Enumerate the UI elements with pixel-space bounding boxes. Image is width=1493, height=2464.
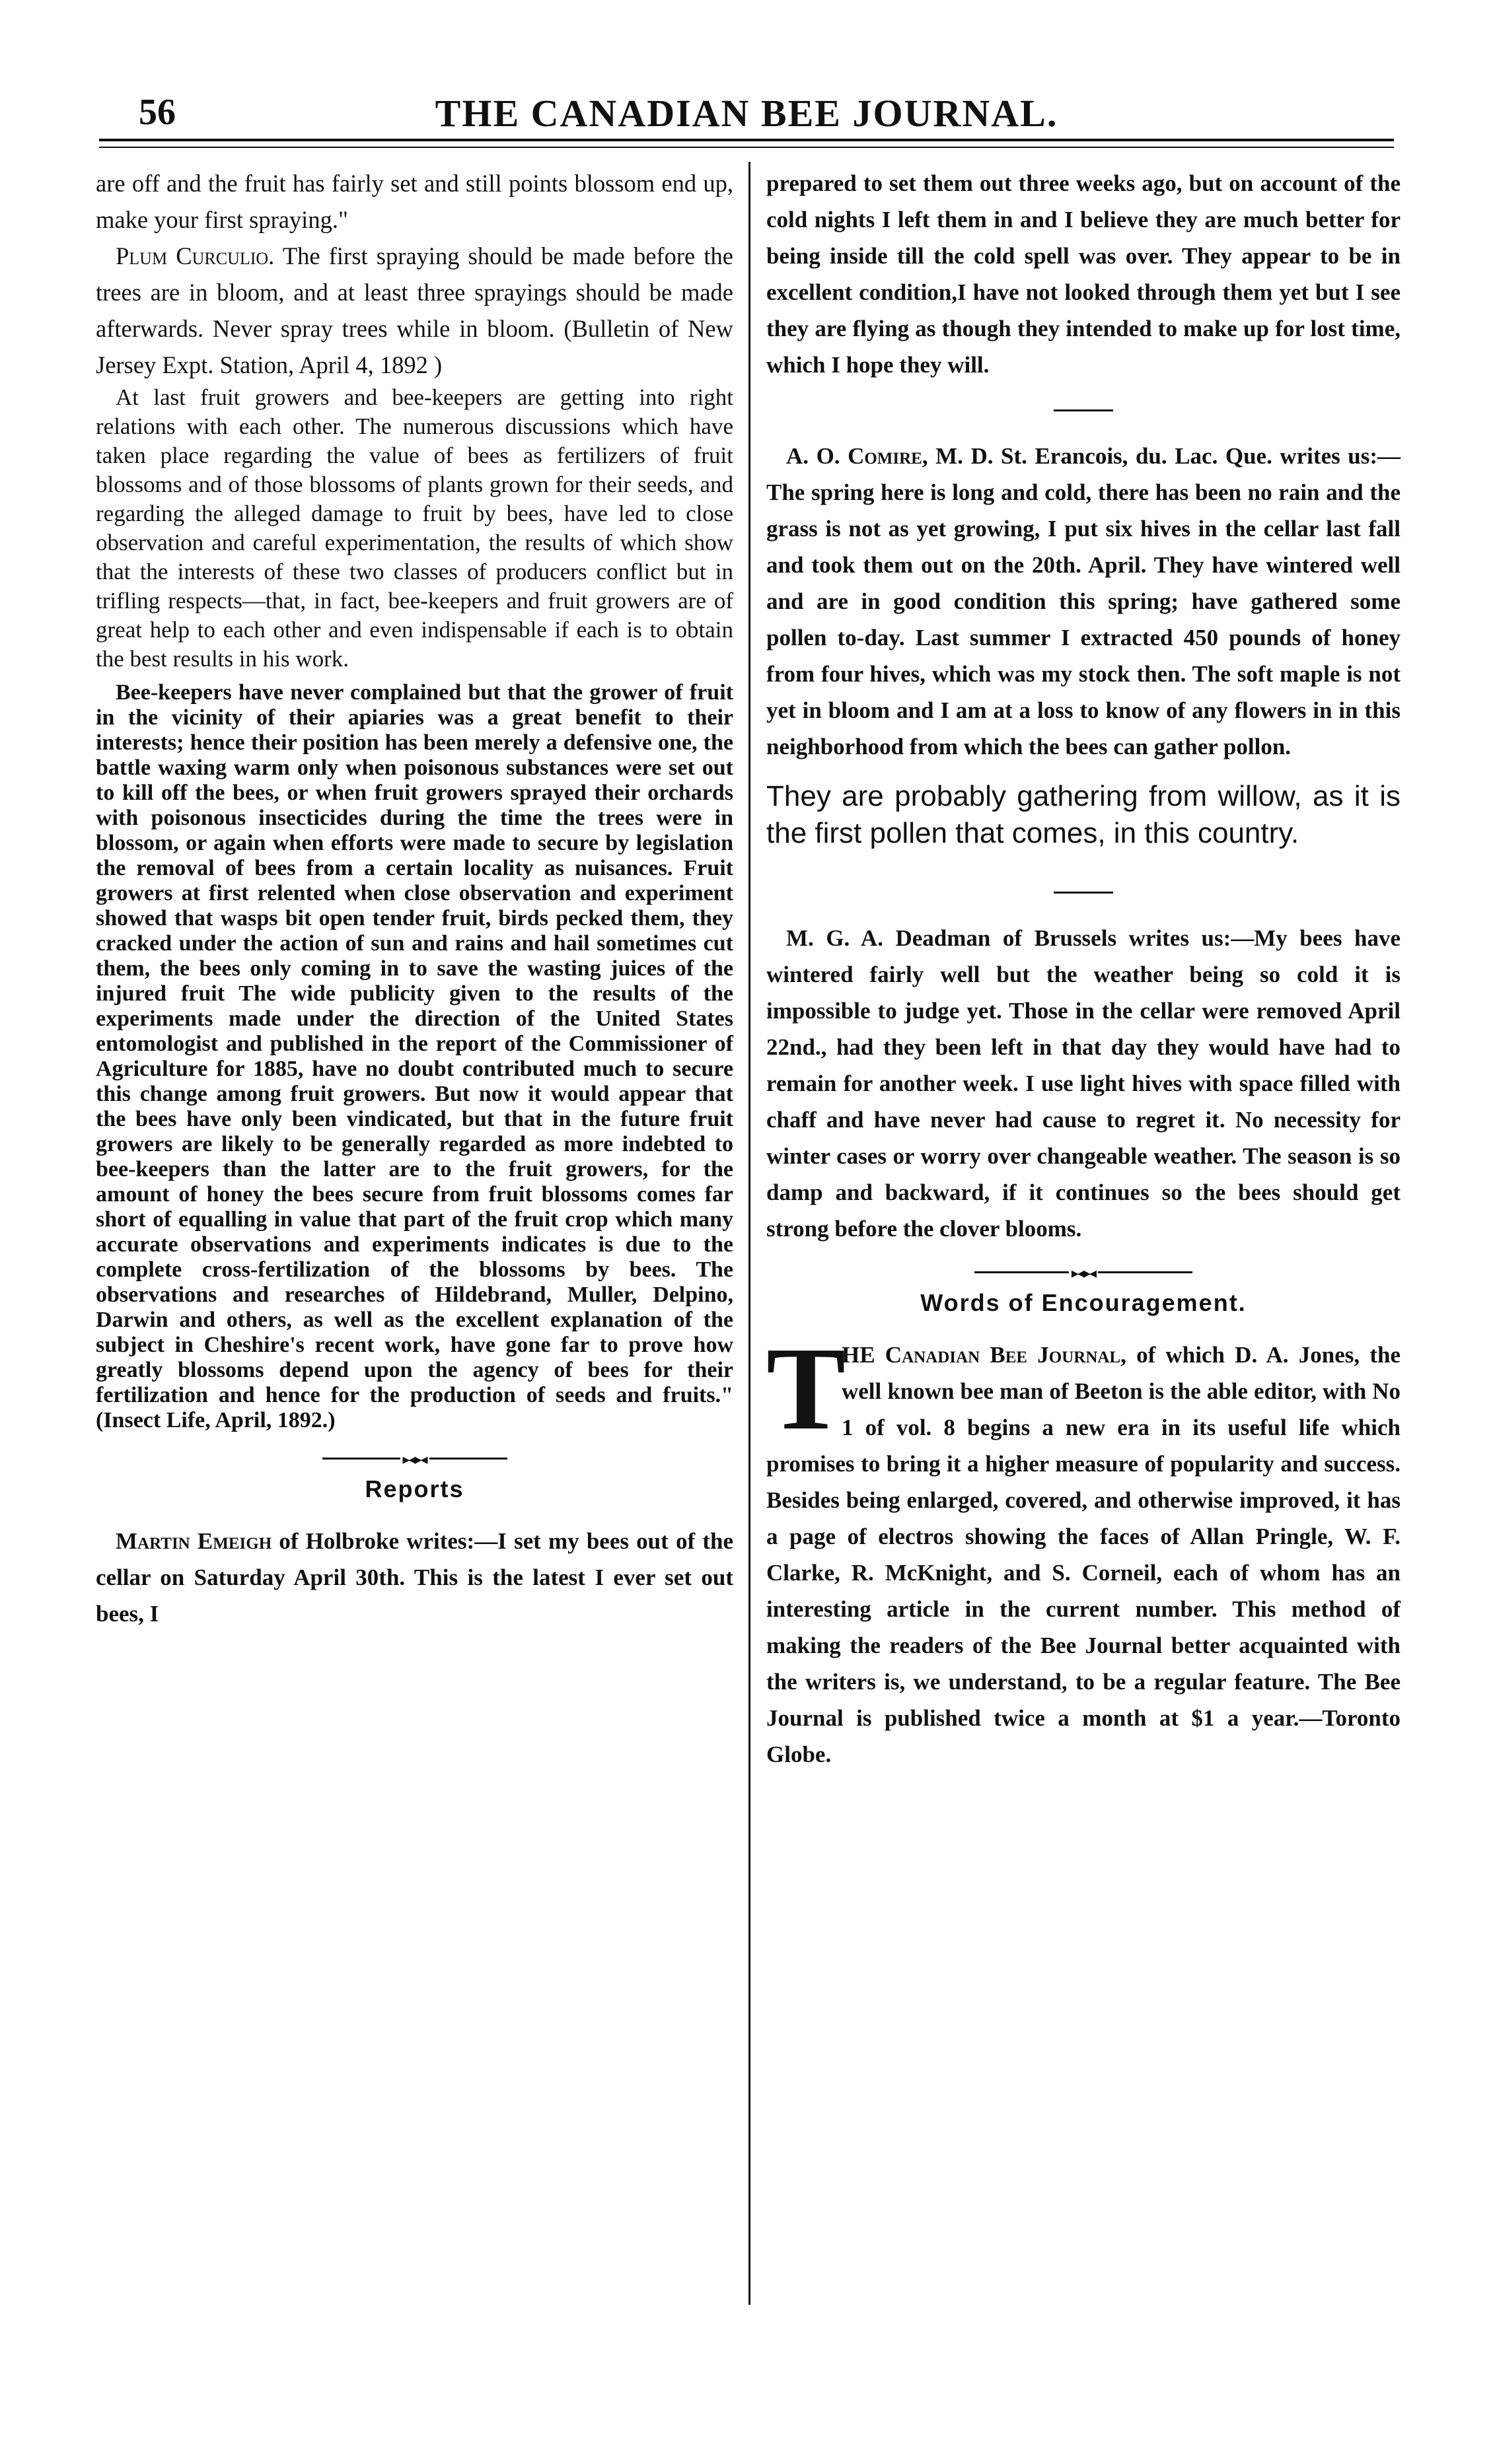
writer-name: Martin Emeigh — [116, 1528, 272, 1554]
journal-name: HE Canadian Bee Journal, — [842, 1342, 1126, 1368]
column-divider — [748, 162, 750, 2305]
left-column — [96, 165, 733, 1632]
ornament-glyphs: ▸◂▸◂ — [400, 1452, 429, 1468]
drop-cap: T — [766, 1323, 846, 1454]
paragraph-continuation: prepared to set them out three weeks ago, but on account of the cold nights I left them in and I believe they are much better for being inside till the cold spell was over. They appear to be in excellent condition,I have not looked through them yet but I see they are flying as though they intended to make up for lost time, which I hope they will. — [766, 170, 1401, 378]
header-rule-thin — [99, 147, 1394, 148]
paragraph-deadman: M. G. A. Deadman of Brussels writes us:—My bees have wintered fairly well but the weather being so cold it is impossible to judge yet. Those in the cellar were removed April 22nd., had they been left in that day they would have had to remain for another week. I use light hives with space filled with chaff and have never had cause to regret it. No necessity for winter cases or worry over changeable weather. The season is so damp and backward, if it continues so the bees should get strong before the clover blooms. — [766, 925, 1401, 1242]
paragraph-body: St. Erancois, du. Lac. Que. writes us:—The spring here is long and cold, there has been no rain and the grass is not as yet growing, I put six hives in the cellar last fall and took them out on the 20th. April. They have wintered well and are in good condition this spring; have gathered some pollen to-day. Last summer I extracted 450 pounds of honey from four hives, which was my stock then. The soft maple is not yet in bloom and I am at a loss to know of any flowers in in this neighborhood from which the bees can gather pollon. — [766, 443, 1401, 759]
article-encouragement — [766, 1323, 1401, 1773]
paragraph-encouragement — [766, 1323, 1401, 1773]
paragraph-continuation: are off and the fruit has fairly set and still points blossom end up, make your first spraying." — [96, 170, 733, 233]
paragraph-body: of which D. A. Jones, the well known bee man of Beeton is the able editor, with No 1 of vol. 8 begins a new era in its useful life which promises to bring it a higher measure of popularity and success. Besides being enlarged, covered, and otherwise improved, it has a page of electros showing the faces of Allan Pringle, W. F. Clarke, R. McKnight, and S. Corneil, each of whom has an interesting article in the current number. This method of making the readers of the Bee Journal better acquainted with the writers is, we understand, to be a regular feature. The Bee Journal is published twice a month at $1 a year.—Toronto Globe. — [766, 1342, 1401, 1767]
section-ornament — [322, 1452, 507, 1468]
encouragement-heading: Words of Encouragement. — [920, 1289, 1247, 1316]
paragraph-body: of Holbroke writes:—I set my bees out of the cellar on Saturday April 30th. This is the latest I ever set out bees, I — [96, 1528, 733, 1627]
paragraph-fruit-growers: At last fruit growers and bee-keepers are getting into right relations with each other. The numerous discussions which have taken place regarding the value of bees as fertilizers of fruit blossoms and of those blossoms of plants grown for their seeds, and regarding the alleged damage to fruit by bees, have led to close observation and careful experimentation, the results of which show that the interests of these two classes of producers conflict but in trifling respects—that, in fact, bee-keepers and fruit growers are of great help to each other and even indispensable if each is to obtain the best results in his work. — [96, 384, 733, 672]
paragraph-martin-emeigh — [96, 1523, 733, 1632]
page-number: 56 — [139, 92, 176, 133]
journal-title: THE CANADIAN BEE JOURNAL. — [435, 92, 1058, 135]
separator-rule — [1054, 409, 1113, 411]
separator-rule — [1054, 892, 1113, 894]
paragraph-bee-keepers: Bee-keepers have never complained but that the grower of fruit in the vicinity of their apiaries was a great benefit to their interests; hence their position has been merely a defensive one, the battle waxing warm only when poisonous substances were set out to kill off the bees, or when fruit growers sprayed their orchards with poisonous insecticides during the time the trees were in blossom, or again when efforts were made to secure by legislation the removal of bees from a certain locality as nuisances. Fruit growers at first relented when close observation and experiment showed that wasps bit open tender fruit, birds pecked them, they cracked under the action of sun and rains and hail sometimes cut them, the bees only coming in to save the wasting juices of the injured fruit The wide publicity given to the results of the experiments made under the direction of the United States entomologist and published in the report of the Commissioner of Agriculture for 1885, have no doubt contributed much to secure this change among fruit growers. But now it would appear that the bees have only been vindicated, but that in the future fruit growers are likely to be generally regarded as more indebted to bee-keepers than the latter are to the fruit growers, for the amount of honey the bees secure from fruit blossoms comes far short of equalling in value that part of the fruit crop which many accurate observations and experiments indicates is due to the complete cross-fertilization of the blossoms by bees. The observations and researches of Hildebrand, Muller, Delpino, Darwin and others, as well as the excellent explanation of the subject in Cheshire's recent work, have gone far to prove how greatly blossoms depend upon the agency of bees for their fertilization and hence for the production of seeds and fruits." (Insect Life, April, 1892.) — [96, 680, 733, 1432]
section-ornament — [974, 1265, 1192, 1282]
ornament-glyphs: ▸◂▸◂ — [1069, 1265, 1098, 1282]
page-header — [92, 79, 1401, 142]
right-column — [766, 165, 1401, 1773]
run-in-heading: Plum Curculio. — [116, 242, 275, 269]
paragraph-body: The first spraying should be made before the trees are in bloom, and at least three sprayings should be made afterwards. Never spray trees while in bloom. (Bulletin of New Jersey Expt. Station, April 4, 1892 ) — [96, 242, 733, 378]
header-rule — [99, 139, 1394, 141]
paragraph-plum-curculio — [96, 238, 733, 383]
paragraph-comire — [766, 438, 1401, 765]
editor-note: They are probably gathering from willow, as it is the first pollen that comes, in this country. — [766, 780, 1401, 849]
writer-name: A. O. Comire, M. D. — [786, 443, 994, 469]
reports-heading: Reports — [365, 1475, 464, 1502]
